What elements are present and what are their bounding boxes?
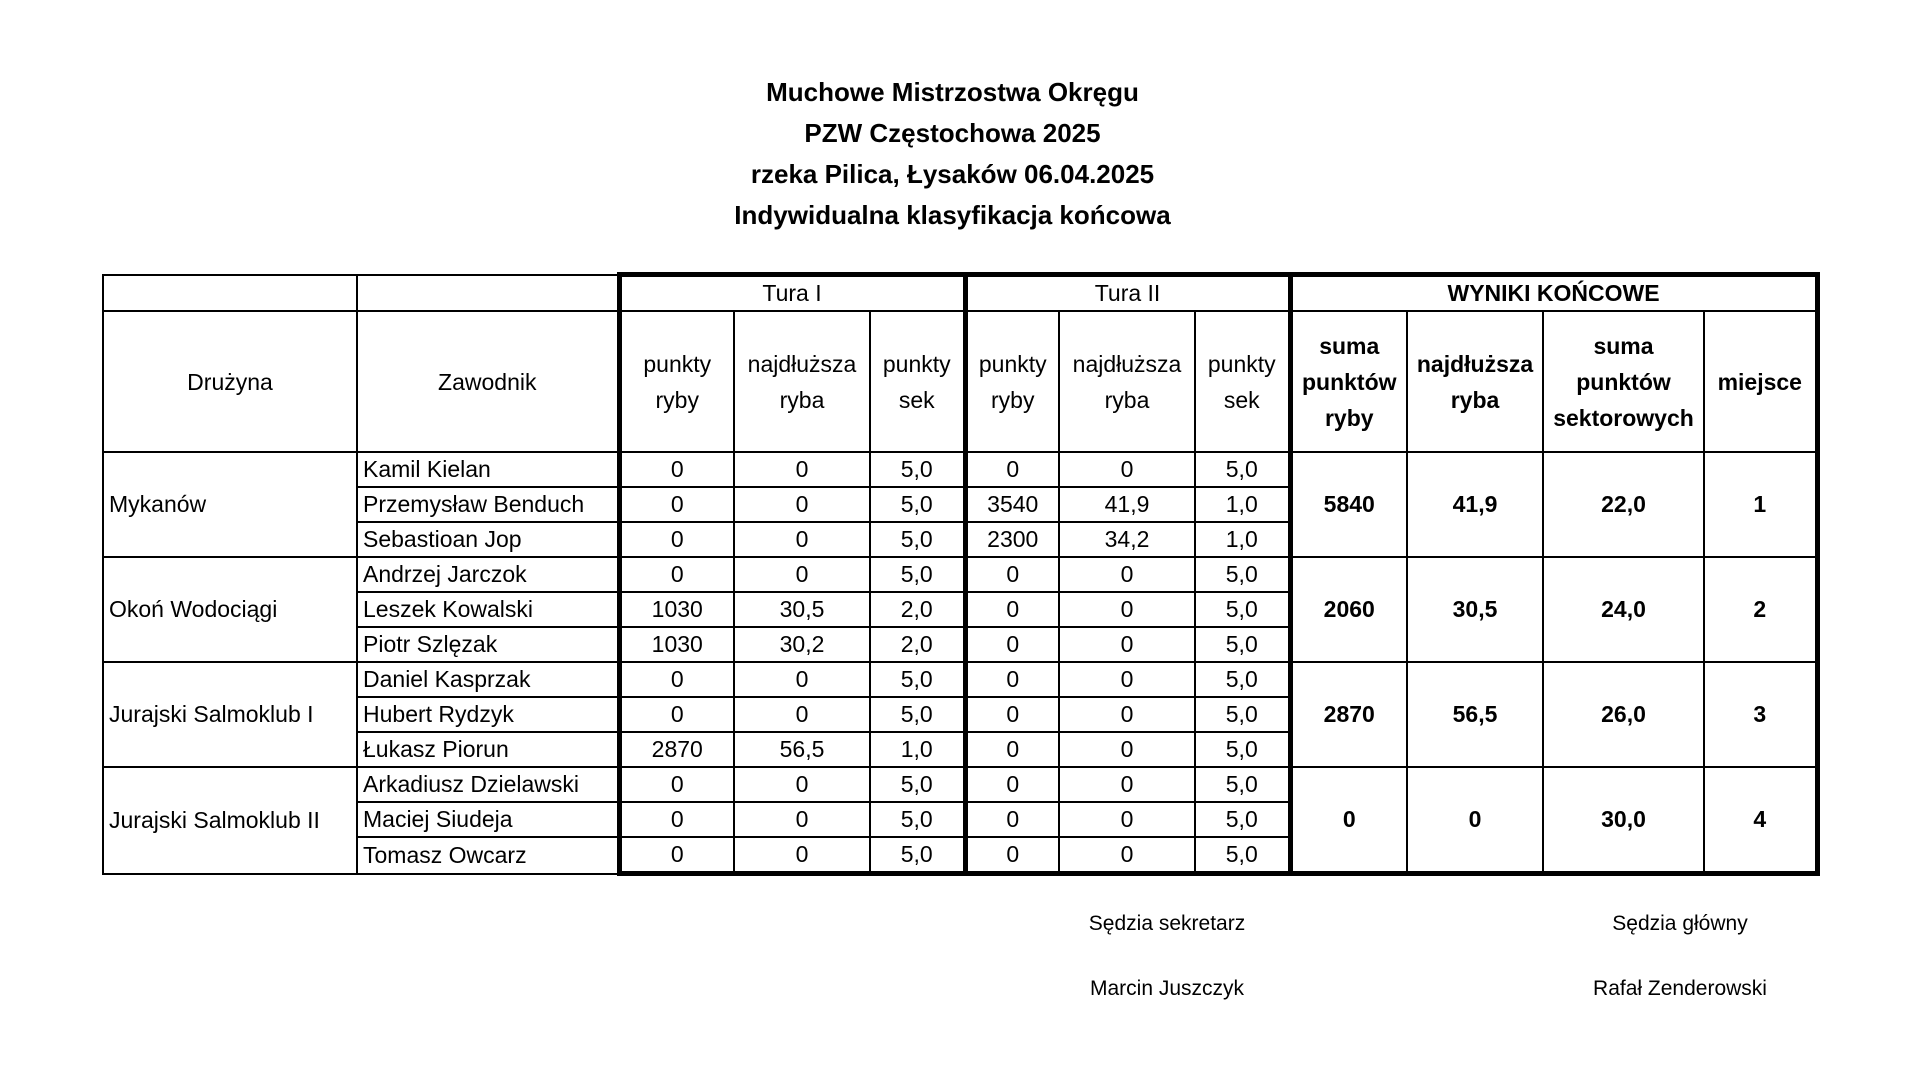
results-table <box>102 272 1820 876</box>
t2-najdluzsza-cell: 41,9 <box>1059 487 1195 522</box>
miejsce-cell: 1 <box>1704 452 1817 557</box>
najdluzsza-ryba-header: najdłuższa ryba <box>1407 311 1543 452</box>
t1-najdluzsza-cell: 30,5 <box>734 592 870 627</box>
player-name-cell: Andrzej Jarczok <box>357 557 619 592</box>
table-row <box>103 767 1817 802</box>
t1-punkty-sek-cell: 2,0 <box>870 592 965 627</box>
t1-punkty-sek-cell: 5,0 <box>870 697 965 732</box>
miejsce-cell: 4 <box>1704 767 1817 874</box>
t1-najdluzsza-cell: 30,2 <box>734 627 870 662</box>
t1-punkty-ryby-cell: 0 <box>619 452 734 487</box>
t2-punkty-sek-cell: 1,0 <box>1195 487 1290 522</box>
t1-punkty-sek-cell: 5,0 <box>870 837 965 874</box>
player-name-cell: Łukasz Piorun <box>357 732 619 767</box>
t2-punkty-ryby-cell: 0 <box>965 802 1059 837</box>
t1-najdluzsza-cell: 0 <box>734 767 870 802</box>
player-name-cell: Maciej Siudeja <box>357 802 619 837</box>
player-name-cell: Hubert Rydzyk <box>357 697 619 732</box>
t2-punkty-sek-cell: 1,0 <box>1195 522 1290 557</box>
t1-najdluzsza-cell: 0 <box>734 662 870 697</box>
t2-punkty-ryby-header: punkty ryby <box>965 311 1059 452</box>
suma-punktow-ryby-cell: 0 <box>1290 767 1407 874</box>
t2-najdluzsza-header: najdłuższa ryba <box>1059 311 1195 452</box>
table-row <box>103 662 1817 697</box>
group-header-row <box>103 275 1817 312</box>
player-name-cell: Kamil Kielan <box>357 452 619 487</box>
t1-punkty-sek-cell: 5,0 <box>870 767 965 802</box>
najdluzsza-ryba-cell: 56,5 <box>1407 662 1543 767</box>
t2-najdluzsza-cell: 0 <box>1059 627 1195 662</box>
t1-punkty-ryby-cell: 0 <box>619 697 734 732</box>
t2-punkty-ryby-cell: 0 <box>965 732 1059 767</box>
table-row <box>103 452 1817 487</box>
empty-header-cell <box>357 275 619 312</box>
najdluzsza-ryba-cell: 0 <box>1407 767 1543 874</box>
t1-punkty-sek-cell: 5,0 <box>870 452 965 487</box>
t2-punkty-sek-cell: 5,0 <box>1195 592 1290 627</box>
t2-punkty-ryby-cell: 0 <box>965 627 1059 662</box>
t1-najdluzsza-cell: 0 <box>734 697 870 732</box>
t2-najdluzsza-cell: 0 <box>1059 452 1195 487</box>
title-line-4: Indywidualna klasyfikacja końcowa <box>734 200 1171 230</box>
t2-najdluzsza-cell: 0 <box>1059 802 1195 837</box>
chief-judge-name: Rafał Zenderowski <box>1593 977 1767 1000</box>
suma-punktow-sektorowych-cell: 24,0 <box>1543 557 1704 662</box>
najdluzsza-ryba-cell: 30,5 <box>1407 557 1543 662</box>
secretary-label: Sędzia sekretarz <box>1088 912 1246 935</box>
t2-najdluzsza-cell: 0 <box>1059 732 1195 767</box>
t2-punkty-sek-cell: 5,0 <box>1195 452 1290 487</box>
t1-punkty-ryby-cell: 0 <box>619 837 734 874</box>
player-name-cell: Daniel Kasprzak <box>357 662 619 697</box>
t1-punkty-sek-cell: 5,0 <box>870 487 965 522</box>
suma-punktow-ryby-header: suma punktów ryby <box>1290 311 1407 452</box>
title-line-1: Muchowe Mistrzostwa Okręgu <box>766 77 1139 107</box>
player-name-cell: Arkadiusz Dzielawski <box>357 767 619 802</box>
t2-punkty-ryby-cell: 0 <box>965 767 1059 802</box>
suma-punktow-ryby-cell: 2870 <box>1290 662 1407 767</box>
t1-punkty-ryby-cell: 0 <box>619 487 734 522</box>
t2-punkty-ryby-cell: 3540 <box>965 487 1059 522</box>
t2-punkty-sek-cell: 5,0 <box>1195 837 1290 874</box>
t2-najdluzsza-cell: 0 <box>1059 662 1195 697</box>
table-row <box>103 557 1817 592</box>
document-title <box>0 72 1905 236</box>
team-name-cell: Mykanów <box>103 452 357 557</box>
t1-punkty-ryby-cell: 0 <box>619 557 734 592</box>
t2-punkty-sek-cell: 5,0 <box>1195 767 1290 802</box>
t2-najdluzsza-cell: 0 <box>1059 767 1195 802</box>
suma-punktow-sektorowych-cell: 30,0 <box>1543 767 1704 874</box>
t2-najdluzsza-cell: 0 <box>1059 697 1195 732</box>
player-name-cell: Przemysław Benduch <box>357 487 619 522</box>
t2-najdluzsza-cell: 34,2 <box>1059 522 1195 557</box>
t2-punkty-sek-cell: 5,0 <box>1195 732 1290 767</box>
miejsce-cell: 3 <box>1704 662 1817 767</box>
t1-punkty-sek-cell: 5,0 <box>870 662 965 697</box>
team-name-cell: Jurajski Salmoklub I <box>103 662 357 767</box>
t1-punkty-sek-cell: 5,0 <box>870 522 965 557</box>
suma-punktow-ryby-cell: 2060 <box>1290 557 1407 662</box>
t1-punkty-sek-header: punkty sek <box>870 311 965 452</box>
player-name-cell: Piotr Szlęzak <box>357 627 619 662</box>
t1-punkty-ryby-cell: 1030 <box>619 592 734 627</box>
t2-punkty-ryby-cell: 2300 <box>965 522 1059 557</box>
final-results-header: WYNIKI KOŃCOWE <box>1290 275 1817 312</box>
t2-punkty-sek-cell: 5,0 <box>1195 697 1290 732</box>
t1-najdluzsza-cell: 0 <box>734 452 870 487</box>
t2-najdluzsza-cell: 0 <box>1059 837 1195 874</box>
miejsce-header: miejsce <box>1704 311 1817 452</box>
suma-punktow-sektorowych-cell: 26,0 <box>1543 662 1704 767</box>
chief-judge-label: Sędzia główny <box>1612 912 1748 935</box>
t2-punkty-ryby-cell: 0 <box>965 592 1059 627</box>
t1-punkty-ryby-cell: 2870 <box>619 732 734 767</box>
player-name-cell: Leszek Kowalski <box>357 592 619 627</box>
t1-punkty-sek-cell: 1,0 <box>870 732 965 767</box>
suma-punktow-sektorowych-cell: 22,0 <box>1543 452 1704 557</box>
column-header-row <box>103 311 1817 452</box>
t2-punkty-ryby-cell: 0 <box>965 557 1059 592</box>
title-line-3: rzeka Pilica, Łysaków 06.04.2025 <box>750 159 1155 189</box>
t1-punkty-sek-cell: 5,0 <box>870 802 965 837</box>
team-name-cell: Jurajski Salmoklub II <box>103 767 357 874</box>
player-name-cell: Tomasz Owcarz <box>357 837 619 874</box>
t2-punkty-sek-cell: 5,0 <box>1195 557 1290 592</box>
secretary-name: Marcin Juszczyk <box>1089 977 1245 1000</box>
t1-punkty-ryby-cell: 0 <box>619 522 734 557</box>
zawodnik-header: Zawodnik <box>357 311 619 452</box>
t1-punkty-sek-cell: 5,0 <box>870 557 965 592</box>
t1-punkty-ryby-cell: 0 <box>619 767 734 802</box>
t2-punkty-ryby-cell: 0 <box>965 452 1059 487</box>
t1-punkty-ryby-cell: 1030 <box>619 627 734 662</box>
t1-najdluzsza-cell: 0 <box>734 837 870 874</box>
najdluzsza-ryba-cell: 41,9 <box>1407 452 1543 557</box>
title-line-2: PZW Częstochowa 2025 <box>804 118 1101 148</box>
t1-najdluzsza-cell: 0 <box>734 557 870 592</box>
t1-najdluzsza-cell: 0 <box>734 487 870 522</box>
miejsce-cell: 2 <box>1704 557 1817 662</box>
tura2-header: Tura II <box>965 275 1290 312</box>
t1-najdluzsza-cell: 0 <box>734 522 870 557</box>
t1-punkty-ryby-cell: 0 <box>619 802 734 837</box>
t1-najdluzsza-cell: 0 <box>734 802 870 837</box>
t2-najdluzsza-cell: 0 <box>1059 592 1195 627</box>
t2-punkty-ryby-cell: 0 <box>965 697 1059 732</box>
t2-punkty-ryby-cell: 0 <box>965 662 1059 697</box>
t2-punkty-sek-cell: 5,0 <box>1195 802 1290 837</box>
suma-punktow-sektorowych-header: suma punktów sektorowych <box>1543 311 1704 452</box>
t1-najdluzsza-header: najdłuższa ryba <box>734 311 870 452</box>
t2-najdluzsza-cell: 0 <box>1059 557 1195 592</box>
t1-najdluzsza-cell: 56,5 <box>734 732 870 767</box>
t2-punkty-ryby-cell: 0 <box>965 837 1059 874</box>
t2-punkty-sek-cell: 5,0 <box>1195 627 1290 662</box>
t1-punkty-ryby-cell: 0 <box>619 662 734 697</box>
player-name-cell: Sebastioan Jop <box>357 522 619 557</box>
t1-punkty-ryby-header: punkty ryby <box>619 311 734 452</box>
t2-punkty-sek-cell: 5,0 <box>1195 662 1290 697</box>
empty-header-cell <box>103 275 357 312</box>
team-name-cell: Okoń Wodociągi <box>103 557 357 662</box>
tura1-header: Tura I <box>619 275 965 312</box>
druzyna-header: Drużyna <box>103 311 357 452</box>
t1-punkty-sek-cell: 2,0 <box>870 627 965 662</box>
t2-punkty-sek-header: punkty sek <box>1195 311 1290 452</box>
suma-punktow-ryby-cell: 5840 <box>1290 452 1407 557</box>
